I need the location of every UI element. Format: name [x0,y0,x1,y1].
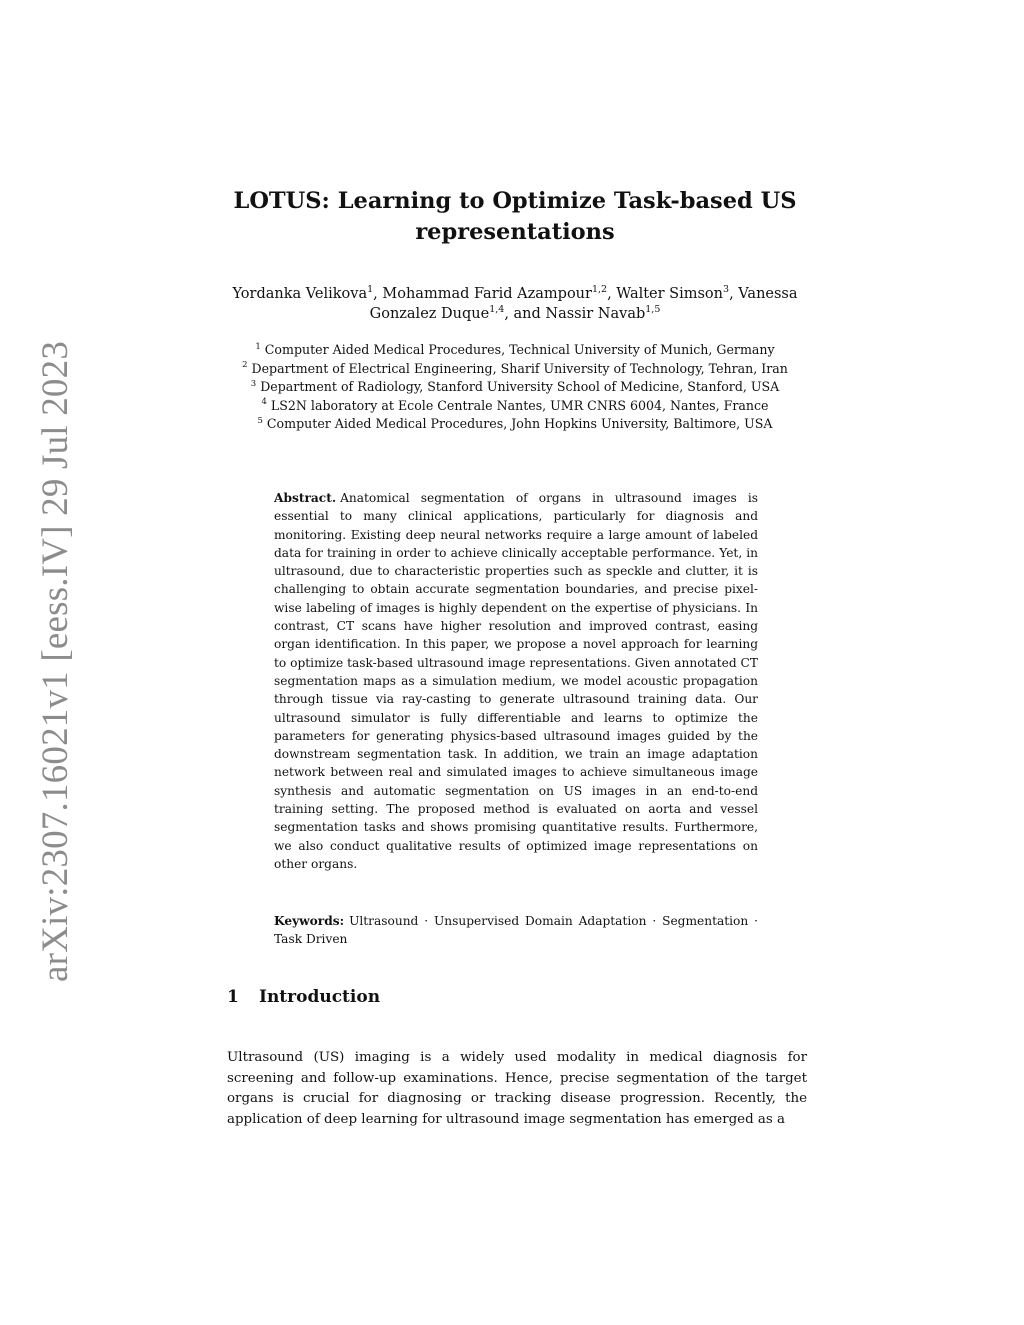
affiliation-number: 2 [242,360,248,371]
affiliation-item [210,341,820,360]
affiliation-text: Computer Aided Medical Procedures, Technical University of Munich, Germany [264,342,775,357]
keywords-label: Keywords: [274,914,345,928]
affiliation-number: 5 [257,415,263,426]
author-list [210,284,820,324]
keywords [274,912,758,949]
section-number: 1 [227,987,239,1007]
abstract-label: Abstract. [274,491,337,505]
author-affiliation-mark: 1,2 [591,284,608,296]
section-title: Introduction [259,987,381,1007]
section-heading [227,986,807,1008]
abstract [274,489,758,873]
affiliation-text: LS2N laboratory at Ecole Centrale Nantes, UMR CNRS 6004, Nantes, France [270,397,769,413]
author-affiliation-mark: 1,4 [489,304,505,316]
arxiv-identifier: arXiv:2307.16021v1 [eess.IV] 29 Jul 2023 [35,340,76,982]
abstract-text: Anatomical segmentation of organs in ultrasound images is essential to many clinical applications, particularly for diagnosis and monitoring. Existing deep neural networks require a large amount of labeled data for training in order to achieve clinically acceptable performance. Yet, in ultrasound, due to characteristic properties such as speckle and clutter, it is challenging to obtain accurate segmentation boundaries, and precise pixel-wise labeling of images is highly dependent on the expertise of physicians. In contrast, CT scans have higher resolution and improved contrast, easing organ identification. In this paper, we propose a novel approach for learning to optimize task-based ultrasound image representations. Given annotated CT segmentation maps as a simulation medium, we model acoustic propagation through tissue via ray-casting to generate ultrasound training data. Our ultrasound simulator is fully differentiable and learns to optimize the parameters for generating physics-based ultrasound images guided by the downstream segmentation task. In addition, we train an image adaptation network between real and simulated images to achieve simultaneous image synthesis and automatic segmentation on US images in an end-to-end training setting. The proposed method is evaluated on aorta and vessel segmentation tasks and shows promising quantitative results. Furthermore, we also conduct qualitative results of optimized image representations on other organs. [274,491,758,871]
affiliation-text: Department of Radiology, Stanford University School of Medicine, Stanford, USA [260,379,780,394]
affiliation-item [210,397,820,416]
affiliation-list [210,341,820,434]
affiliation-item [210,415,820,434]
author-name: Walter Simson [616,286,724,302]
affiliation-item [210,360,820,379]
affiliation-number: 1 [255,341,261,352]
author-name: Nassir Navab [545,306,646,322]
affiliation-text: Department of Electrical Engineering, Sharif University of Technology, Tehran, Iran [251,360,788,376]
affiliation-item [210,378,820,397]
author-name: Mohammad Farid Azampour [382,286,592,302]
author-affiliation-mark: 3 [723,284,730,296]
affiliation-text: Computer Aided Medical Procedures, John Hopkins University, Baltimore, USA [266,416,773,431]
author-separator: , [729,286,739,302]
affiliation-number: 3 [250,378,257,389]
keywords-text: Ultrasound · Unsupervised Domain Adaptation · Segmentation · Task Driven [274,914,758,947]
author-affiliation-mark: 1,5 [645,304,661,316]
paper-title: LOTUS: Learning to Optimize Task-based US representations [233,188,797,245]
author-affiliation-mark: 1 [367,284,374,296]
author-separator: , and [504,306,546,322]
affiliation-number: 4 [261,397,267,408]
author-name: Vanessa Gonzalez Duque [369,286,798,322]
section-body: Ultrasound (US) imaging is a widely used modality in medical diagnosis for screening and follow-up examinations. Hence, precise segmentation of the target organs is crucial for diagnosing or tracking disease progression. Recently, the application of deep learning for ultrasound image segmentation has emerged as a [227,1050,807,1127]
author-separator: , [607,286,617,302]
author-name: Yordanka Velikova [232,286,368,302]
author-separator: , [373,286,383,302]
